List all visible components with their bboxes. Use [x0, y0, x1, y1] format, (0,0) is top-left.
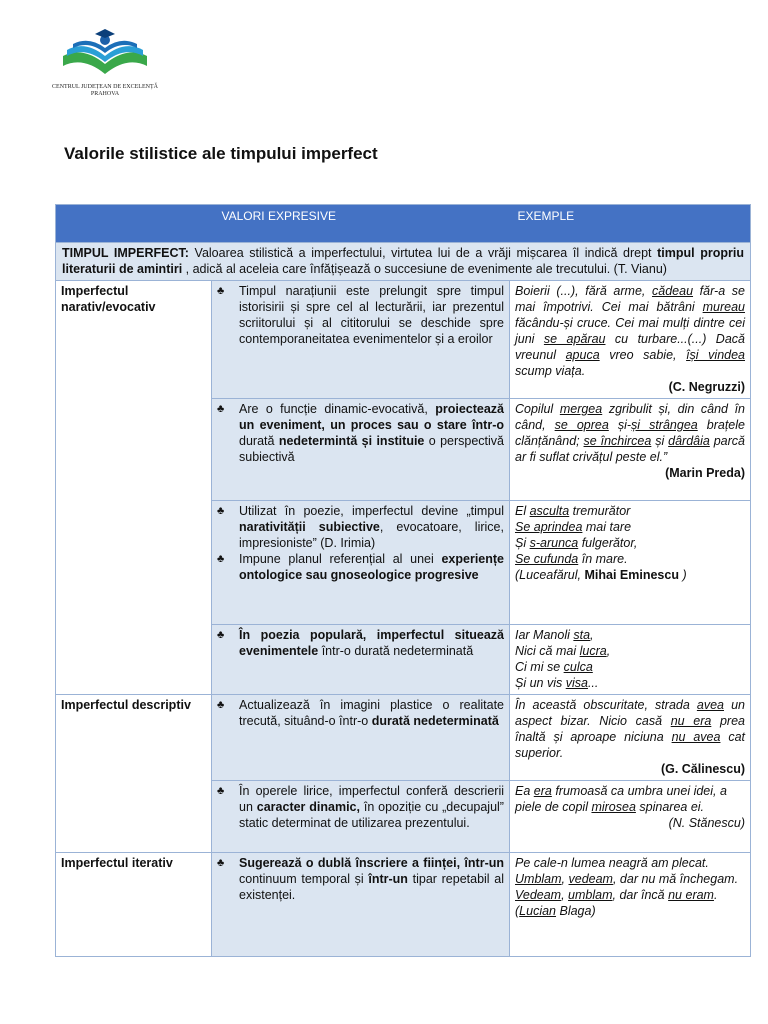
- header-examples: EXEMPLE: [510, 205, 751, 243]
- table-row: ♣ Utilizat în poezie, imperfectul devine „timpul narativității subiective, evocatoare, lirice, impresioniste” (D. Irimia) ♣ Impune planul referențial al unei experiențe ontologice sau gnoseologice progresive El asculta tremurător Se aprindea mai tare Și s-arunca fulgerător, Se cufunda în mare. (Luceafărul, Mihai Eminescu ): [56, 501, 751, 625]
- category-narativ: Imperfectul narativ/evocativ: [56, 281, 212, 695]
- club-bullet-icon: ♣: [217, 285, 225, 297]
- table-row: Imperfectul iterativ ♣ Sugerează o dublă înscriere a ființei, într-un continuum temporal și într-un tipar repetabil al existenței. Pe cale-n lumea neagră am plecat. Umblam, vedeam, dar nu mă închegam. Vedeam, umblam, dar încă nu eram. (Lucian Blaga): [56, 853, 751, 957]
- category-descriptiv: Imperfectul descriptiv: [56, 695, 212, 853]
- club-bullet-icon: ♣: [217, 505, 225, 517]
- example-cell: Ea era frumoasă ca umbra unei idei, a piele de copil mirosea spinarea ei. (N. Stănescu): [510, 781, 751, 853]
- logo-caption: CENTRUL JUDEȚEAN DE EXCELENȚĂ PRAHOVA: [52, 84, 158, 97]
- table-row: ♣ Are o funcție dinamic-evocativă, proiectează un eveniment, un proces sau o stare într-o durată nedetermintă și instituie o perspectivă subiectivă Copilul mergea zgribulit și, din când în când, se oprea și-și strângea brațele clănțănând; se închircea și dârdâia parcă ar fi suflat crivățul peste el.” (Marin Preda): [56, 399, 751, 501]
- intro-row: [56, 243, 751, 281]
- example-cell: Pe cale-n lumea neagră am plecat. Umblam, vedeam, dar nu mă închegam. Vedeam, umblam, dar încă nu eram. (Lucian Blaga): [510, 853, 751, 957]
- page-title: Valorile stilistice ale timpului imperfect: [64, 144, 378, 163]
- table-row: Imperfectul descriptiv ♣ Actualizează în imagini plastice o realitate trecută, situând-o într-o durată nedeterminată În această obscuritate, strada avea un aspect bizar. Nicio casă nu era prea înaltă și aproape niciuna nu avea cat superior. (G. Călinescu): [56, 695, 751, 781]
- example-cell: Boierii (...), fără arme, cădeau făr-a se mai împotrivi. Cei mai bătrâni mureau făcându-și cruce. Cei mai mulți dintre cei juni se apărau cu turbare...(...) Dacă vreunul apuca vreo sabie, își vindea scump viața. (C. Negruzzi): [510, 281, 751, 399]
- stylistic-values-table: [55, 204, 751, 957]
- table-row: ♣ În operele lirice, imperfectul conferă descrierii un caracter dinamic, în opoziție cu „decupajul” static determinat de utilizarea prezentului. Ea era frumoasă ca umbra unei idei, a piele de copil mirosea spinarea ei. (N. Stănescu): [56, 781, 751, 853]
- club-bullet-icon: ♣: [217, 403, 225, 415]
- example-cell: Iar Manoli sta, Nici că mai lucra, Ci mi se culca Și un vis visa...: [510, 625, 751, 695]
- table-row: ♣ În poezia populară, imperfectul situează evenimentele într-o durată nedeterminată Iar Manoli sta, Nici că mai lucra, Ci mi se culca Și un vis visa...: [56, 625, 751, 695]
- example-cell: În această obscuritate, strada avea un aspect bizar. Nicio casă nu era prea înaltă și aproape niciuna nu avea cat superior. (G. Călinescu): [510, 695, 751, 781]
- club-bullet-icon: ♣: [217, 699, 225, 711]
- table-row: Imperfectul narativ/evocativ ♣ Timpul narațiunii este prelungit spre timpul istorisirii și spre cel al lecturării, iar prezentul scriitorului și al cititorului se deschide spre contemporaneitatea evenimentelor și a eroilor Boierii (...), fără arme, cădeau făr-a se mai împotrivi. Cei mai bătrâni mureau făcându-și cruce. Cei mai mulți dintre cei juni se apărau cu turbare...(...) Dacă vreunul apuca vreo sabie, își vindea scump viața. (C. Negruzzi): [56, 281, 751, 399]
- club-bullet-icon: ♣: [217, 629, 225, 641]
- header-values: VALORI EXPRESIVE: [212, 205, 510, 243]
- example-cell: Copilul mergea zgribulit și, din când în când, se oprea și-și strângea brațele clănțănând; se închircea și dârdâia parcă ar fi suflat crivățul peste el.” (Marin Preda): [510, 399, 751, 501]
- category-iterativ: Imperfectul iterativ: [56, 853, 212, 957]
- intro-text: TIMPUL IMPERFECT: Valoarea stilistică a imperfectului, virtutea lui de a vrăji mișcarea îl indică drept timpul propriu literaturii de amintiri , adică al aceleia care înfățișează o succesiune de evenimente ale trecutului. (T. Vianu): [56, 243, 751, 281]
- club-bullet-icon: ♣: [217, 857, 225, 869]
- example-cell: El asculta tremurător Se aprindea mai tare Și s-arunca fulgerător, Se cufunda în mare. (Luceafărul, Mihai Eminescu ): [510, 501, 751, 625]
- club-bullet-icon: ♣: [217, 785, 225, 797]
- open-book-logo-icon: [55, 26, 155, 88]
- club-bullet-icon: ♣: [217, 553, 225, 565]
- table-header-row: [56, 205, 751, 243]
